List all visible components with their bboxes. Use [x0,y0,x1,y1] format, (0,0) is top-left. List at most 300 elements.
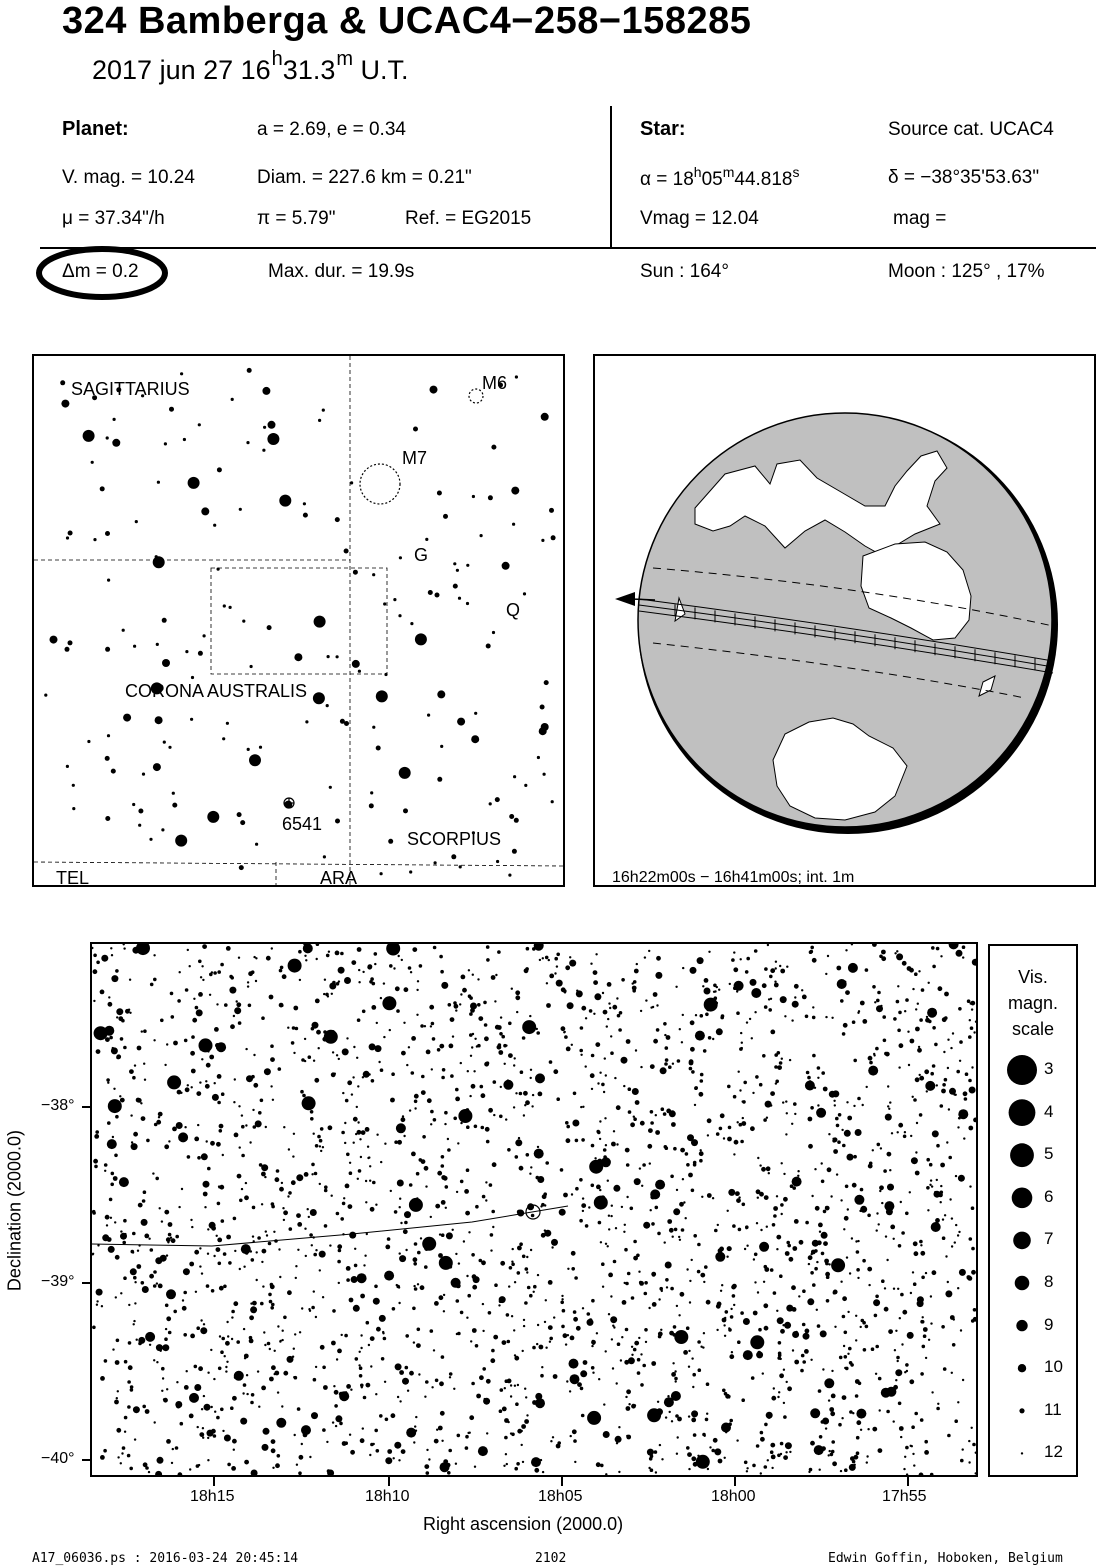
field-star [756,1222,758,1224]
field-star [882,1015,886,1019]
label-m7: M7 [402,448,428,468]
field-star [610,1215,612,1217]
field-star [529,1294,533,1298]
field-star [656,956,661,961]
field-star [774,983,779,988]
field-star [255,980,257,982]
field-star [542,1471,544,1473]
field-star [682,1014,684,1016]
field-star [768,1008,772,1012]
field-star [153,954,155,956]
field-star [413,1285,415,1287]
field-star [224,1003,228,1007]
field-star [877,1143,881,1147]
field-star [657,1401,659,1403]
field-star [184,1385,189,1390]
field-star [136,944,150,955]
finder-star [207,811,219,823]
finder-star [380,872,383,875]
finder-star [459,865,462,868]
field-star [485,1127,490,1132]
field-star [453,1388,455,1390]
field-star [789,1451,791,1453]
field-star [293,1376,295,1378]
field-star [332,1051,334,1053]
field-star [376,1327,381,1332]
field-star [359,1366,363,1370]
field-star [214,1411,216,1413]
field-star [517,1384,519,1386]
field-star [664,1145,668,1149]
field-star [802,1360,806,1364]
field-star [692,1373,696,1377]
field-star [411,1152,416,1157]
field-star [773,1291,777,1295]
field-star [444,1111,448,1115]
field-star [720,1113,725,1118]
field-star [319,1139,323,1143]
field-star [311,1244,313,1246]
finder-star [372,726,375,729]
planet-motion: μ = 37.34"/h [62,208,165,229]
field-star [236,1002,241,1007]
field-star [101,1305,103,1307]
field-star [337,1349,342,1354]
field-star [693,1163,697,1167]
field-star [354,1248,356,1250]
field-star [963,1137,965,1139]
sun-elongation: Sun : 164° [640,261,729,282]
field-star [260,1302,264,1306]
field-star [206,1063,211,1068]
field-star [596,1462,601,1467]
field-star [271,1439,276,1444]
field-star [633,980,637,984]
field-star [326,954,330,958]
field-star [465,1435,469,1439]
field-star [430,1110,434,1114]
field-star [134,1281,136,1283]
field-star [333,1385,335,1387]
field-star [264,1068,271,1075]
field-star [114,1221,116,1223]
field-star [921,988,925,992]
field-star [132,1076,136,1080]
planet-vmag: V. mag. = 10.24 [62,167,195,188]
field-star [919,1074,921,1076]
field-star [926,1090,928,1092]
field-star [873,1054,875,1056]
field-star [853,1155,857,1159]
field-star [271,1303,275,1307]
field-star [361,1130,366,1135]
field-star [913,1098,917,1102]
field-star [297,1407,301,1411]
field-star [378,1061,380,1063]
finder-star [410,622,413,625]
field-star [272,1467,274,1469]
field-star [209,994,211,996]
field-star [413,1257,418,1262]
field-star [296,1213,301,1218]
finder-star [122,629,125,632]
field-star [365,1201,367,1203]
field-star [243,1266,245,1268]
field-star [836,1173,838,1175]
field-star [92,1253,94,1255]
field-star [819,1231,821,1233]
field-star [744,1461,748,1465]
field-star [137,1098,142,1103]
field-star [828,1133,830,1135]
field-star [270,1306,274,1310]
field-star [665,1058,669,1062]
field-star [543,1192,547,1196]
field-star [424,1265,428,1269]
field-star [385,1245,390,1250]
finder-star [172,803,177,808]
field-star [916,1122,918,1124]
field-star [241,1125,245,1129]
star-right-ascension: $\alpha = 18^h05^m44.818^s$ [640,164,800,190]
field-star [654,1450,658,1454]
field-star [452,1035,454,1037]
field-star [862,1104,864,1106]
field-star [650,1110,654,1114]
field-star [344,1334,348,1338]
field-star [544,1321,546,1323]
field-star [952,1343,956,1347]
finder-star [138,809,143,814]
field-star [875,1345,879,1349]
field-star [777,1454,781,1458]
field-star [746,1467,748,1469]
field-star [279,1187,284,1192]
field-star [778,1391,780,1393]
field-star [261,1203,263,1205]
field-star [293,1348,295,1350]
field-star [429,1005,434,1010]
field-star [741,1042,743,1044]
field-star [118,1016,123,1021]
field-star [183,1268,190,1275]
field-star [897,1288,899,1290]
field-star [843,1228,845,1230]
field-star [112,1136,114,1138]
field-star [946,1141,948,1143]
field-star [166,1043,168,1045]
finder-star [466,602,469,605]
field-star [469,1012,473,1016]
field-star [123,1276,127,1280]
field-star [430,1216,432,1218]
field-star [671,1391,681,1401]
field-star [759,1164,761,1166]
field-star [878,1377,882,1381]
field-star [792,1246,797,1251]
finder-star [180,372,183,375]
field-star [229,975,233,979]
finder-star [451,854,456,859]
field-star [93,1000,95,1002]
field-star [168,1331,172,1335]
field-star [448,1003,452,1007]
field-star [759,1242,769,1252]
field-star [261,1261,263,1263]
field-star [775,961,777,963]
finder-star [313,692,325,704]
field-star [499,1409,503,1413]
field-star [951,1217,953,1219]
field-star [552,1436,554,1438]
info-divider-horizontal [40,247,1096,249]
field-star [709,1446,711,1448]
field-star [899,1043,904,1048]
footer-author: Edwin Goffin, Hoboken, Belgium [828,1551,1063,1566]
field-star [593,1013,595,1015]
field-star [883,1039,887,1043]
field-star [541,1366,543,1368]
field-star [265,1230,267,1232]
field-star [585,1065,587,1067]
field-star [611,1142,616,1147]
field-star [420,1237,422,1239]
field-star [860,1429,862,1431]
field-star [228,1261,232,1265]
field-star [351,960,356,965]
field-star [399,1198,401,1200]
field-star [866,1461,868,1463]
field-star [424,1396,426,1398]
field-star [220,963,224,967]
field-star [948,1156,952,1160]
field-star [565,1343,567,1345]
field-star [545,1299,547,1301]
field-star [931,1391,933,1393]
field-star [571,1267,575,1271]
field-star [860,1001,865,1006]
field-star [866,1455,868,1457]
field-star [593,970,598,975]
field-star [219,1124,224,1129]
field-star [591,1054,595,1058]
field-star [866,1086,868,1088]
field-star [809,1080,811,1082]
field-star [494,1283,498,1287]
field-star [847,1154,854,1161]
field-star [910,1135,912,1137]
field-star [342,1202,346,1206]
field-star [802,995,807,1000]
field-star [665,1416,667,1418]
field-star [954,1241,956,1243]
field-star [231,1338,233,1340]
field-star [942,1083,946,1087]
field-star [439,1256,453,1270]
field-star [838,1113,842,1117]
finder-star [474,712,477,715]
field-star [898,1244,902,1248]
field-star [865,1325,869,1329]
field-star [238,1105,240,1107]
field-star [888,1212,892,1216]
field-star [671,1122,676,1127]
field-star [267,1342,271,1346]
field-star [314,1078,319,1083]
field-star [318,1047,320,1049]
field-star [360,1384,364,1388]
field-star [458,1262,460,1264]
field-star [117,1390,119,1392]
field-star [875,1373,877,1375]
field-star [574,1461,576,1463]
field-star [817,1104,819,1106]
field-star [529,1173,531,1175]
field-star [565,965,570,970]
field-star [279,969,283,973]
field-star [581,1006,586,1011]
field-star [808,1144,813,1149]
field-star [947,1039,949,1041]
field-star [213,1255,215,1257]
field-star [234,1133,239,1138]
field-star [539,1345,544,1350]
field-star [621,1206,623,1208]
field-star [105,1215,110,1220]
field-star [326,1441,328,1443]
field-star [417,1328,421,1332]
field-star [686,1446,690,1450]
field-star [750,979,757,986]
field-star [551,1239,558,1246]
field-star [230,1024,235,1029]
scale-label: 8 [1044,1272,1054,1291]
field-star [511,1263,515,1267]
finder-star [268,421,276,429]
scale-label: 3 [1044,1059,1054,1078]
field-star [825,1427,827,1429]
field-star [876,1229,878,1231]
field-star [237,1174,242,1179]
field-star [625,1148,630,1153]
field-star [818,1389,822,1393]
finder-star [512,849,517,854]
field-star [447,1148,451,1152]
field-star [389,1029,391,1031]
field-star [924,1450,929,1455]
field-star [462,988,467,993]
field-star [897,1360,899,1362]
field-star [651,1361,656,1366]
field-star [313,1290,315,1292]
field-star [397,1180,404,1187]
field-star [723,1324,725,1326]
field-star [957,1126,959,1128]
field-star [178,1206,180,1208]
field-star [218,1367,222,1371]
field-star [688,1468,690,1470]
finder-star [492,631,495,634]
field-star [369,1454,371,1456]
field-star [968,1035,972,1039]
field-star [395,986,400,991]
field-star [886,1410,890,1414]
field-star [692,1386,694,1388]
field-star [881,1202,883,1204]
field-star [164,1144,169,1149]
field-star [219,1129,223,1133]
field-star [268,1242,272,1246]
field-star [839,1356,843,1360]
field-star [856,1451,860,1455]
field-star [512,1248,514,1250]
field-star [628,1110,632,1114]
field-star [363,1264,365,1266]
field-star [477,1044,481,1048]
field-star [713,1438,718,1443]
scale-label: 7 [1044,1229,1054,1249]
field-star [684,1338,688,1342]
field-star [335,951,340,956]
field-star [504,1063,506,1065]
field-star [366,1233,368,1235]
field-star [392,1307,396,1311]
finder-star [430,386,438,394]
field-star [529,1015,531,1017]
field-star [665,1278,669,1282]
field-star [168,1233,172,1237]
field-star [650,1064,655,1069]
field-star [112,1348,114,1350]
field-star [700,1273,705,1278]
field-star [338,1058,340,1060]
field-star [145,1332,155,1342]
field-star [238,1021,242,1025]
field-star [650,1209,652,1211]
field-star [316,958,318,960]
finder-star [514,818,519,823]
field-star [756,1189,761,1194]
field-star [163,1398,165,1400]
field-star [680,1292,685,1297]
field-star [471,1382,475,1386]
field-star [189,1468,191,1470]
field-star [115,969,119,973]
field-star [287,1027,289,1029]
field-star [647,1144,652,1149]
field-star [551,1246,553,1248]
field-star [207,1253,209,1255]
field-star [110,1217,112,1219]
field-star [920,1320,924,1324]
finder-star [399,556,402,559]
field-star [492,1226,494,1228]
field-star [156,1344,163,1351]
finder-star [259,746,262,749]
field-star [670,1175,674,1179]
field-star [195,1006,199,1010]
field-star [104,1026,114,1036]
field-star [908,1064,910,1066]
field-star [175,1235,179,1239]
field-star [96,1289,103,1296]
field-star [783,1455,788,1460]
field-star [107,1139,117,1149]
field-star [160,1285,162,1287]
field-star [856,1436,860,1440]
earth-globe [595,356,1094,885]
field-star [968,1079,972,1083]
